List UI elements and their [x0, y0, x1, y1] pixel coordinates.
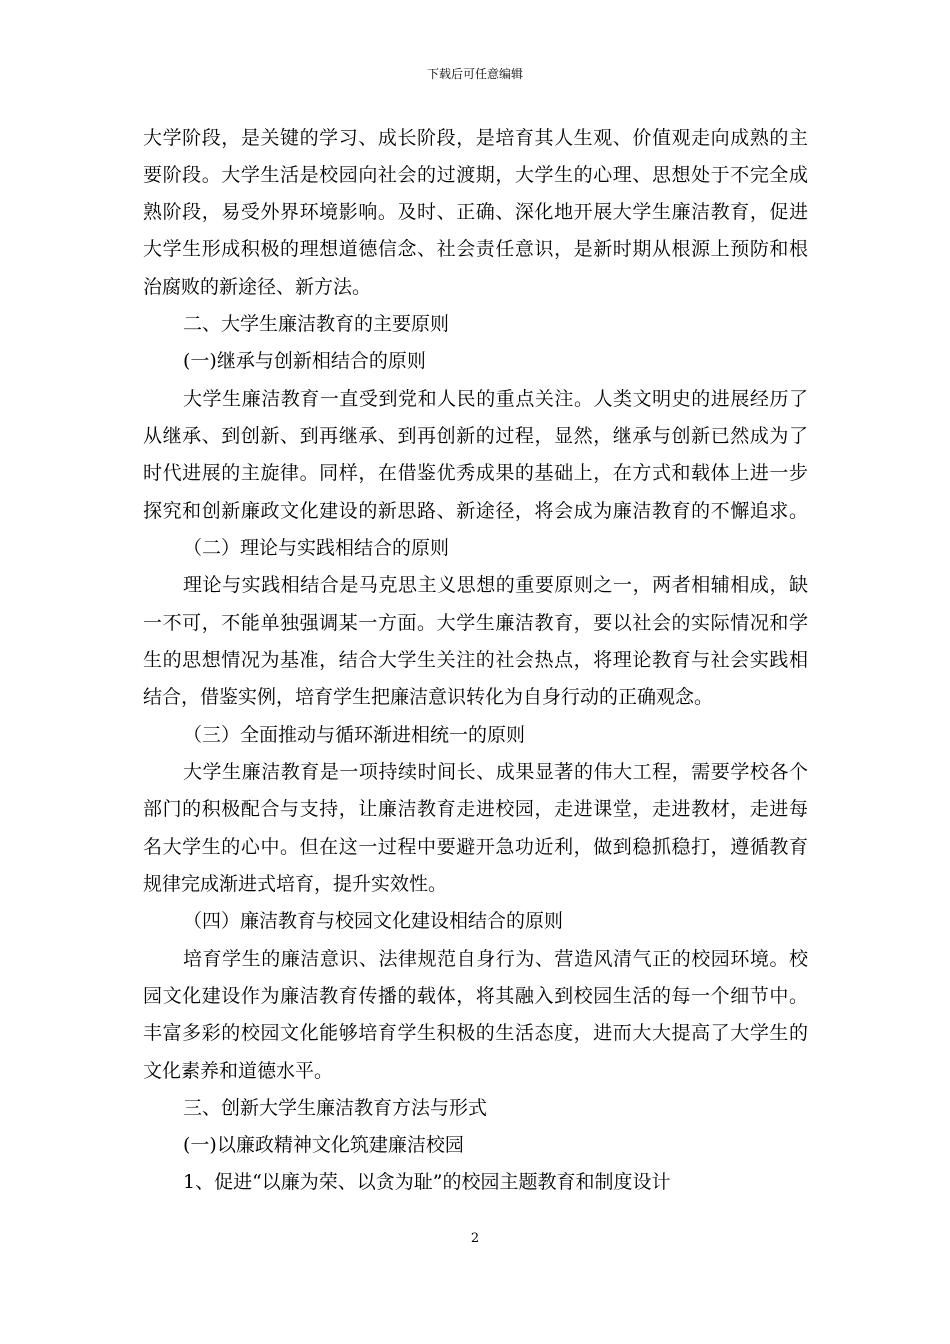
- subsection-heading: （三）全面推动与循环渐进相统一的原则: [183, 724, 526, 746]
- body-line: 时代进展的主旋律。同样，在借鉴优秀成果的基础上，在方式和载体上进一步: [143, 462, 808, 484]
- body-line: 理论与实践相结合是马克思主义思想的重要原则之一，两者相辅相成，缺: [183, 574, 808, 596]
- body-line: 名大学生的心中。但在这一过程中要避开急功近利，做到稳抓稳打，遵循教育: [143, 836, 808, 858]
- body-line: 培育学生的廉洁意识、法律规范自身行为、营造风清气正的校园环境。校: [183, 948, 808, 970]
- subsection-heading: (一)以廉政精神文化筑建廉洁校园: [183, 1134, 464, 1156]
- body-line: 规律完成渐进式培育，提升实效性。: [143, 873, 448, 895]
- body-line: 要阶段。大学生活是校园向社会的过渡期，大学生的心理、思想处于不完全成: [143, 164, 808, 186]
- body-line: 丰富多彩的校园文化能够培育学生积极的生活态度，进而大大提高了大学生的: [143, 1022, 808, 1044]
- body-line: 从继承、到创新、到再继承、到再创新的过程，显然，继承与创新已然成为了: [143, 425, 808, 447]
- page-header: 下载后可任意编辑: [426, 67, 523, 81]
- subsection-heading: (一)继承与创新相结合的原则: [183, 350, 426, 372]
- body-line: 熟阶段，易受外界环境影响。及时、正确、深化地开展大学生廉洁教育，促进: [143, 201, 808, 223]
- body-line: 大学生形成积极的理想道德信念、社会责任意识，是新时期从根源上预防和根: [143, 238, 808, 260]
- body-line: 探究和创新廉政文化建设的新思路、新途径，将会成为廉洁教育的不懈追求。: [143, 500, 808, 522]
- section-heading: 三、创新大学生廉洁教育方法与形式: [183, 1097, 488, 1119]
- body-line: 部门的积极配合与支持，让廉洁教育走进校园，走进课堂，走进教材，走进每: [143, 798, 808, 820]
- item-heading: 1、促进“以廉为荣、以贪为耻”的校园主题教育和制度设计: [183, 1171, 671, 1193]
- body-line: 大学阶段，是关键的学习、成长阶段，是培育其人生观、价值观走向成熟的主: [143, 127, 808, 149]
- body-line: 结合，借鉴实例，培育学生把廉洁意识转化为自身行动的正确观念。: [143, 686, 714, 708]
- body-line: 文化素养和道德水平。: [143, 1060, 334, 1082]
- page-number: 2: [470, 1231, 480, 1246]
- section-heading: 二、大学生廉洁教育的主要原则: [183, 313, 450, 335]
- body-line: 大学生廉洁教育是一项持续时间长、成果显著的伟大工程，需要学校各个: [183, 761, 808, 783]
- body-line: 大学生廉洁教育一直受到党和人民的重点关注。人类文明史的进展经历了: [183, 388, 808, 410]
- body-line: 园文化建设作为廉洁教育传播的载体，将其融入到校园生活的每一个细节中。: [143, 985, 808, 1007]
- body-line: 治腐败的新途径、新方法。: [143, 276, 372, 298]
- body-line: 一不可，不能单独强调某一方面。大学生廉洁教育，要以社会的实际情况和学: [143, 612, 808, 634]
- subsection-heading: （二）理论与实践相结合的原则: [183, 537, 450, 559]
- body-line: 生的思想情况为基准，结合大学生关注的社会热点，将理论教育与社会实践相: [143, 649, 808, 671]
- subsection-heading: （四）廉洁教育与校园文化建设相结合的原则: [183, 910, 564, 932]
